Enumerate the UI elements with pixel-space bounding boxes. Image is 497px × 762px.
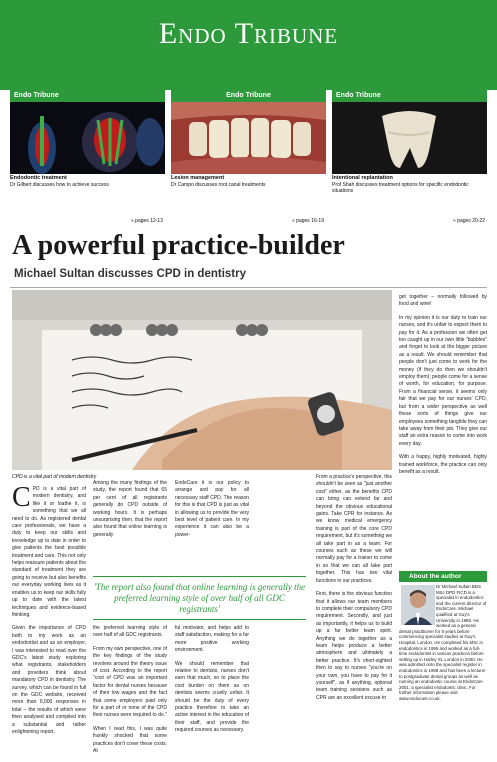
main-article-photo <box>12 290 392 470</box>
article-subheadline: Michael Sultan discusses CPD in dentistry <box>14 268 246 280</box>
article-column-2-bottom <box>93 625 167 762</box>
article-column-3-top <box>175 480 249 576</box>
teaser-label: Endo Tribune <box>332 90 487 102</box>
author-box-heading: About the author <box>399 571 487 582</box>
masthead <box>0 0 497 90</box>
dropcap: C <box>12 482 31 513</box>
author-bio-text: Dr Michael Sultan BDS MSc DPD FICD is a specialist in endodontics and the current director of EndoCare. Michael qualified at Guy's University in 1985. He worked as a general dental practitioner for 8 years before commencing specialist studies at Guy's Hospital, London. He completed his MSc in endodontics in 1995 and worked as a full-time endodontist in various practices before setting up in Harley St, London in 2000. He was admitted onto the specialist register in endodontics in 1998 and has been a lecturer to postgraduate dental groups as well as running an endodontic course at EndoCare 2001, a specialist endodontic clinic. For further information please visit www.endocare.co.uk. <box>399 584 487 701</box>
teaser-pages: » pages 12-13 <box>131 218 163 224</box>
pull-quote <box>93 576 306 620</box>
teaser-subline: Dr Gilbert discusses how to achieve success <box>10 182 109 188</box>
extracted-tooth-photo <box>332 102 487 174</box>
article-column-2-top <box>93 480 167 576</box>
teaser-intentional-replantation[interactable] <box>332 90 487 224</box>
paragraph: When I read this, I was quite frankly shocked that some practices don't cover these costs. At <box>93 725 167 755</box>
paragraph: ful motivator, and helps add to staff satisfaction, making for a far more positive working environment. <box>175 625 249 654</box>
teaser-endodontic-treatment[interactable] <box>10 90 165 224</box>
teaser-label: Endo Tribune <box>10 90 165 102</box>
about-the-author-box <box>399 571 487 699</box>
article-column-4 <box>316 474 392 708</box>
article-column-5 <box>399 294 487 482</box>
author-bio <box>399 584 487 701</box>
paragraph: Given the importance of CPD both to my work as an endodontist and as an employer, I was interested to read over the GDC's latest study exploring what registrants, stakeholders and providers think about mandatory CPD in dentistry. The survey, which can be found in full on the GDC website, received more than 6,000 responses in total – the results of which were then analysed and compiled into a substantial and rather enlightening report. <box>12 625 86 735</box>
article-column-3-bottom <box>175 625 249 741</box>
article-headline: A powerful practice-builder <box>12 230 345 261</box>
paragraph: Among the many findings of the study, the report found that 65 per cent of all registrants generally do CPD outside of working hours. It is perhaps unsurprising then, that the report also found that online learning is generally <box>93 480 167 538</box>
paragraph: the preferred learning style of over half of all GDC registrants. <box>93 625 167 639</box>
teaser-subline: Prof Shah discusses treatment options for specific endodontic situations <box>332 182 469 194</box>
teaser-label: Endo Tribune <box>171 90 326 102</box>
paragraph: With a happy, highly motivated, highly trained workforce, the practice can only benefit as a result. <box>399 454 487 475</box>
divider <box>10 287 487 288</box>
paragraph: EndoCare it is our policy to arrange and pay for all necessary staff CPD. The reason for this is that CPD is just as vital in allowing us to provide the very best level of patient care. In my experience it can also be a power- <box>175 480 249 538</box>
paragraph: In my opinion it is our duty to train our nurses, and it's unfair to expect them to pay for it. As a profession we often get too caught up in our own little "bubbles" and forget to look at the bigger picture as a result. We should remember that people don't just come to work for the money (if they do then we shouldn't employ them); people come for a sense of worth, for education, for purpose. From a financial sense, it seems only fair that we pay for our nurses' CPD, but from a wider perspective as well these sorts of things give our employees something tangible they can take away from their job. They give our staff an extra reason to come into work every day. <box>399 314 487 447</box>
pull-quote-text: 'The report also found that online learning is generally the preferred learning style of over half of all GDC registrants' <box>93 582 306 614</box>
xray-image <box>10 102 165 174</box>
paragraph: First, there is the obvious function that it allows our team members to complete their compulsory CPD requirement. Secondly, and just as importantly, it helps us to build up a far better team spirit. Anything we do together as a team helps produce a better atmosphere and ultimately a better practice. It's short-sighted then to say to nurses "you're on your own, you have to pay for it yourself", as if anything, optional team training sessions such as CPR are an excellent excuse to <box>316 591 392 701</box>
paragraph: We should remember that relative to dentists, nurses don't earn that much, so to place the cost burden on them as on dentists seems cruelly unfair. It should be the duty of every practice therefore to take an active interest in the education of their staff, and provide the required courses as necessary. <box>175 660 249 734</box>
paragraph: get together – normally followed by food and wine! <box>399 294 487 308</box>
masthead-title: Endo Tribune <box>158 17 339 50</box>
paragraph: From my own perspective, one of the key findings of the study revolves around the theory issue of cost. According to the report "cost of CPD was an important factor for dental nurses because of their low wages and the fact that some employers paid only for a part of or none of the CPD their nurses were required to do." <box>93 645 167 719</box>
teaser-pages: » pages 20-22 <box>453 218 485 224</box>
teaser-subline: Dr Campo discusses root canal treatments <box>171 182 266 188</box>
article-column-1 <box>12 482 86 742</box>
teaser-pages: » pages 16-19 <box>292 218 324 224</box>
teaser-headline: Lesion management <box>171 175 225 181</box>
paragraph: From a practice's perspective, this shouldn't be seen as "just another cost" either, as the benefits CPD can bring can extend far and beyond the obvious educational gains. Take CPR for instance. As we know medical emergency training is part of the core CPD requirement, but it's something we all take part in as a team. For courses such as these we will normally pay for a trainer to come in so that we can all take part together. This has two vital functions in our practices. <box>316 474 392 584</box>
paragraph: PD is a vital part of modern dentistry, and like it or loathe it, is something that we all need to do. As registered dental care professionals, we have a duty to keep our skills and knowledge up to date in order to give patients the best possible treatment and care. This not only helps reassure patients about the standard of treatment they are going to receive but also benefits our everyday working lives as it enables us to keep our skills fully up to date with the latest techniques and evidence-based thinking. <box>12 486 86 618</box>
photo-caption: CPD is a vital part of modern dentistry <box>12 474 97 480</box>
teaser-lesion-management[interactable] <box>171 90 326 224</box>
teaser-headline: Intentional replantation <box>332 175 393 181</box>
teeth-photo <box>171 102 326 174</box>
teaser-headline: Endodontic treatment <box>10 175 67 181</box>
